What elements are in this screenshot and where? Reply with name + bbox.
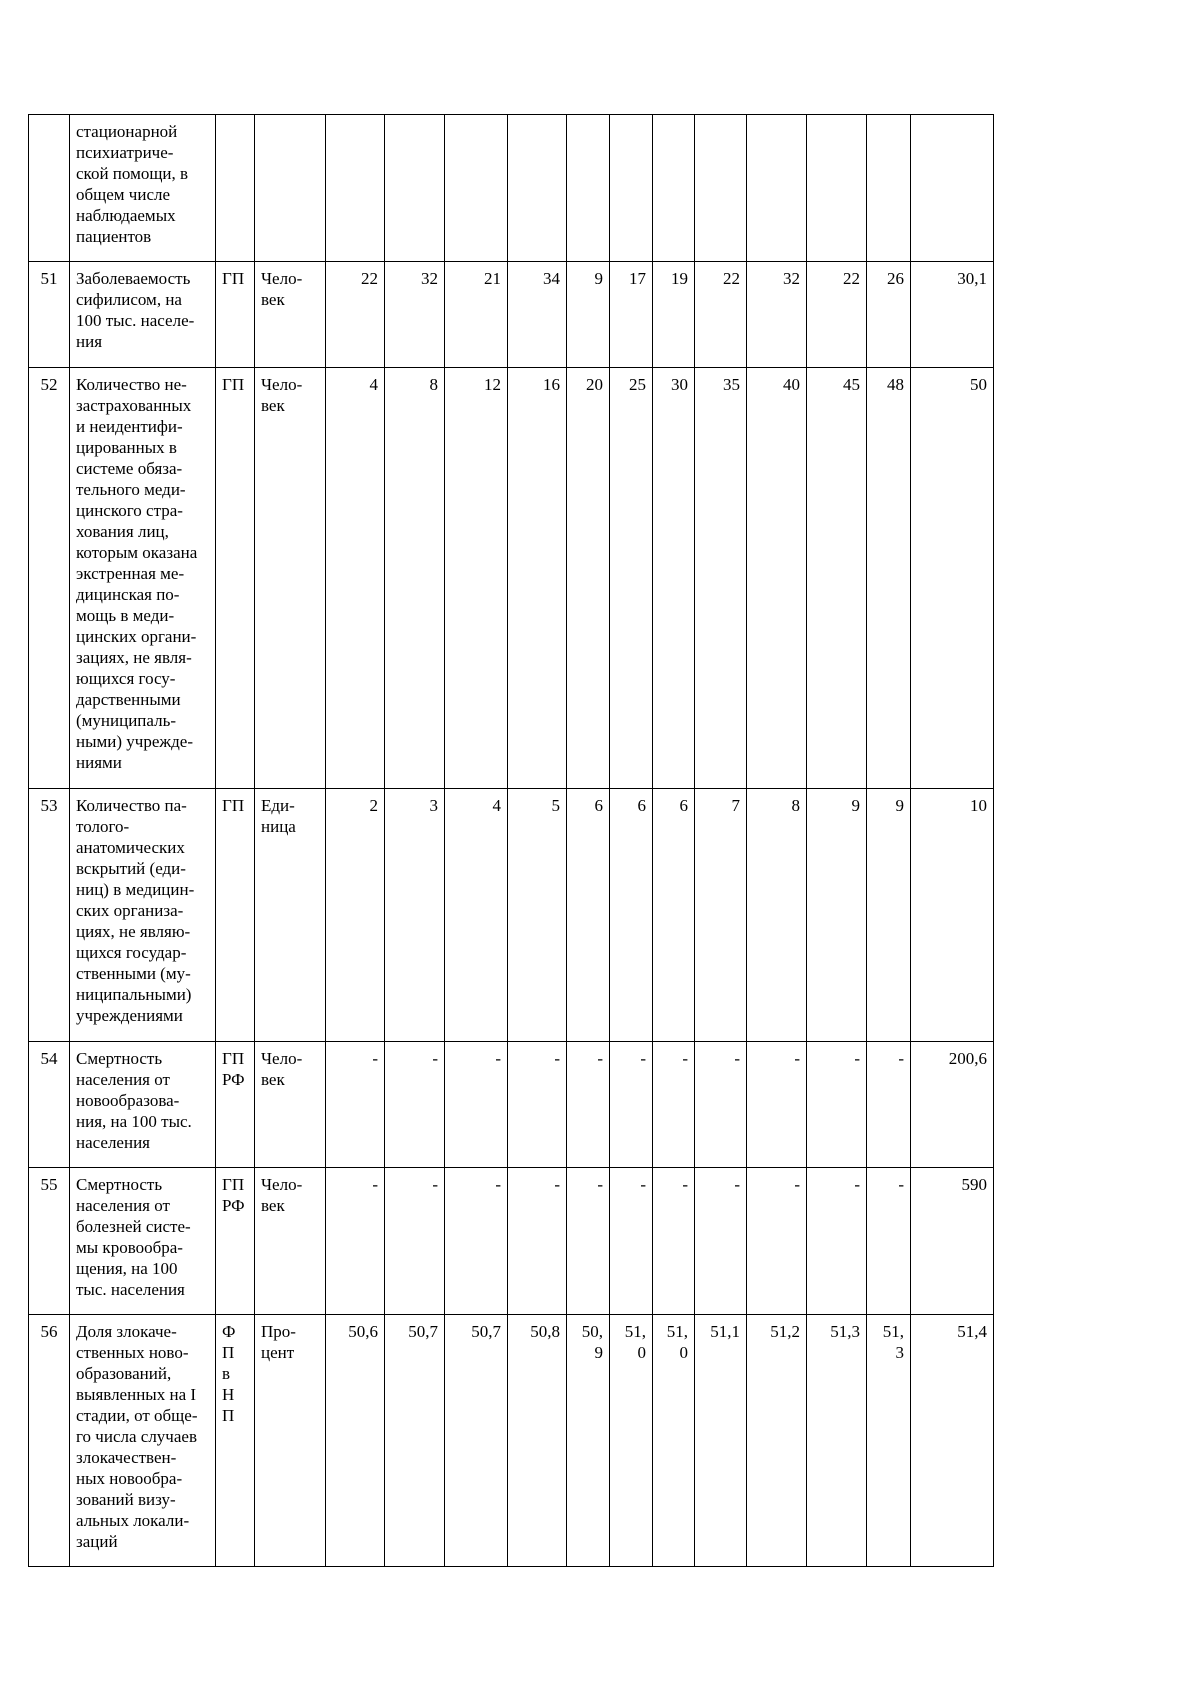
value-cell: 30,1 [911,262,994,368]
value-cell [911,115,994,262]
unit-cell: Чело- век [255,1168,326,1315]
table-row [29,1168,994,1315]
indicator-name-cell: Заболеваемость сифилисом, на 100 тыс. населе- ния [70,262,216,368]
source-code-cell: ГП РФ [216,1168,255,1315]
value-cell: 4 [445,789,508,1042]
unit-cell: Чело- век [255,262,326,368]
value-cell [695,115,747,262]
value-cell [610,115,653,262]
table-row [29,1315,994,1567]
value-cell: - [508,1042,567,1168]
value-cell [445,115,508,262]
indicator-name-cell: Количество не- застрахованных и неидентифи- цированных в системе обяза- тельного меди- цинского стра- хования лиц, которым оказана экстренная ме- дицинская по- мощь в меди- цинских органи- зациях, не явля- ющихся госу- дарственными (муниципаль- ными) учрежде- ниями [70,368,216,789]
value-cell: 9 [867,789,911,1042]
value-cell: 19 [653,262,695,368]
value-cell: 8 [747,789,807,1042]
value-cell: - [385,1168,445,1315]
value-cell: 40 [747,368,807,789]
value-cell: - [807,1042,867,1168]
value-cell: 51,2 [747,1315,807,1567]
value-cell: - [747,1168,807,1315]
unit-cell: Чело- век [255,1042,326,1168]
source-code-cell: ГП [216,262,255,368]
value-cell: - [445,1042,508,1168]
value-cell: 34 [508,262,567,368]
source-code-cell: ГП [216,789,255,1042]
value-cell: 30 [653,368,695,789]
value-cell: - [445,1168,508,1315]
unit-cell [255,115,326,262]
indicator-name-cell: Доля злокаче- ственных ново- образований, выявленных на I стадии, от обще- го числа случаев злокачествен- ных новообра- зований визу- альных локали- заций [70,1315,216,1567]
value-cell: 51,4 [911,1315,994,1567]
value-cell [867,115,911,262]
value-cell: - [653,1042,695,1168]
value-cell: 50 [911,368,994,789]
value-cell: - [326,1042,385,1168]
table-row [29,368,994,789]
value-cell: 48 [867,368,911,789]
value-cell: 2 [326,789,385,1042]
unit-cell: Еди- ница [255,789,326,1042]
value-cell: 10 [911,789,994,1042]
value-cell: 50,7 [445,1315,508,1567]
value-cell: 32 [385,262,445,368]
unit-cell: Чело- век [255,368,326,789]
value-cell [385,115,445,262]
value-cell: 21 [445,262,508,368]
value-cell: - [567,1168,610,1315]
row-number-cell [29,115,70,262]
indicator-name-cell: Количество па- толого- анатомических вскрытий (еди- ниц) в медицин- ских организа- циях, не являю- щихся государ- ственными (му- ниципальными) учреждениями [70,789,216,1042]
value-cell: 7 [695,789,747,1042]
value-cell: - [610,1042,653,1168]
value-cell: 8 [385,368,445,789]
value-cell [653,115,695,262]
value-cell [508,115,567,262]
table-row [29,1042,994,1168]
value-cell: 5 [508,789,567,1042]
value-cell: 9 [567,262,610,368]
source-code-cell: ГП [216,368,255,789]
source-code-cell: Ф П в Н П [216,1315,255,1567]
value-cell: 51, 0 [653,1315,695,1567]
value-cell: 51, 3 [867,1315,911,1567]
row-number-cell: 54 [29,1042,70,1168]
row-number-cell: 52 [29,368,70,789]
value-cell: 51,1 [695,1315,747,1567]
value-cell: 26 [867,262,911,368]
value-cell: 6 [653,789,695,1042]
value-cell: 16 [508,368,567,789]
value-cell: 6 [567,789,610,1042]
value-cell: - [867,1168,911,1315]
value-cell: - [695,1168,747,1315]
value-cell: - [653,1168,695,1315]
table-row [29,115,994,262]
value-cell: 3 [385,789,445,1042]
value-cell: 17 [610,262,653,368]
row-number-cell: 56 [29,1315,70,1567]
value-cell: 9 [807,789,867,1042]
value-cell: 22 [695,262,747,368]
value-cell: - [610,1168,653,1315]
value-cell [747,115,807,262]
indicator-name-cell: Смертность населения от болезней систе- мы кровообра- щения, на 100 тыс. населения [70,1168,216,1315]
value-cell: 20 [567,368,610,789]
value-cell: - [807,1168,867,1315]
source-code-cell [216,115,255,262]
indicator-name-cell: Смертность населения от новообразова- ния, на 100 тыс. населения [70,1042,216,1168]
value-cell: 35 [695,368,747,789]
value-cell: 4 [326,368,385,789]
indicators-table [28,114,994,1567]
value-cell: 200,6 [911,1042,994,1168]
value-cell: 51, 0 [610,1315,653,1567]
value-cell: 22 [807,262,867,368]
value-cell: - [747,1042,807,1168]
value-cell: - [385,1042,445,1168]
value-cell: 45 [807,368,867,789]
value-cell: - [326,1168,385,1315]
indicator-name-cell: стационарной психиатриче- ской помощи, в общем числе наблюдаемых пациентов [70,115,216,262]
value-cell: 50,7 [385,1315,445,1567]
row-number-cell: 53 [29,789,70,1042]
value-cell: 6 [610,789,653,1042]
table-row [29,262,994,368]
value-cell: 25 [610,368,653,789]
row-number-cell: 55 [29,1168,70,1315]
value-cell: - [695,1042,747,1168]
value-cell [326,115,385,262]
row-number-cell: 51 [29,262,70,368]
source-code-cell: ГП РФ [216,1042,255,1168]
unit-cell: Про- цент [255,1315,326,1567]
value-cell: - [867,1042,911,1168]
value-cell: 12 [445,368,508,789]
value-cell: 50,6 [326,1315,385,1567]
value-cell [567,115,610,262]
value-cell [807,115,867,262]
value-cell: 32 [747,262,807,368]
value-cell: 22 [326,262,385,368]
value-cell: 590 [911,1168,994,1315]
value-cell: 51,3 [807,1315,867,1567]
table-row [29,789,994,1042]
value-cell: - [567,1042,610,1168]
value-cell: - [508,1168,567,1315]
value-cell: 50, 9 [567,1315,610,1567]
value-cell: 50,8 [508,1315,567,1567]
